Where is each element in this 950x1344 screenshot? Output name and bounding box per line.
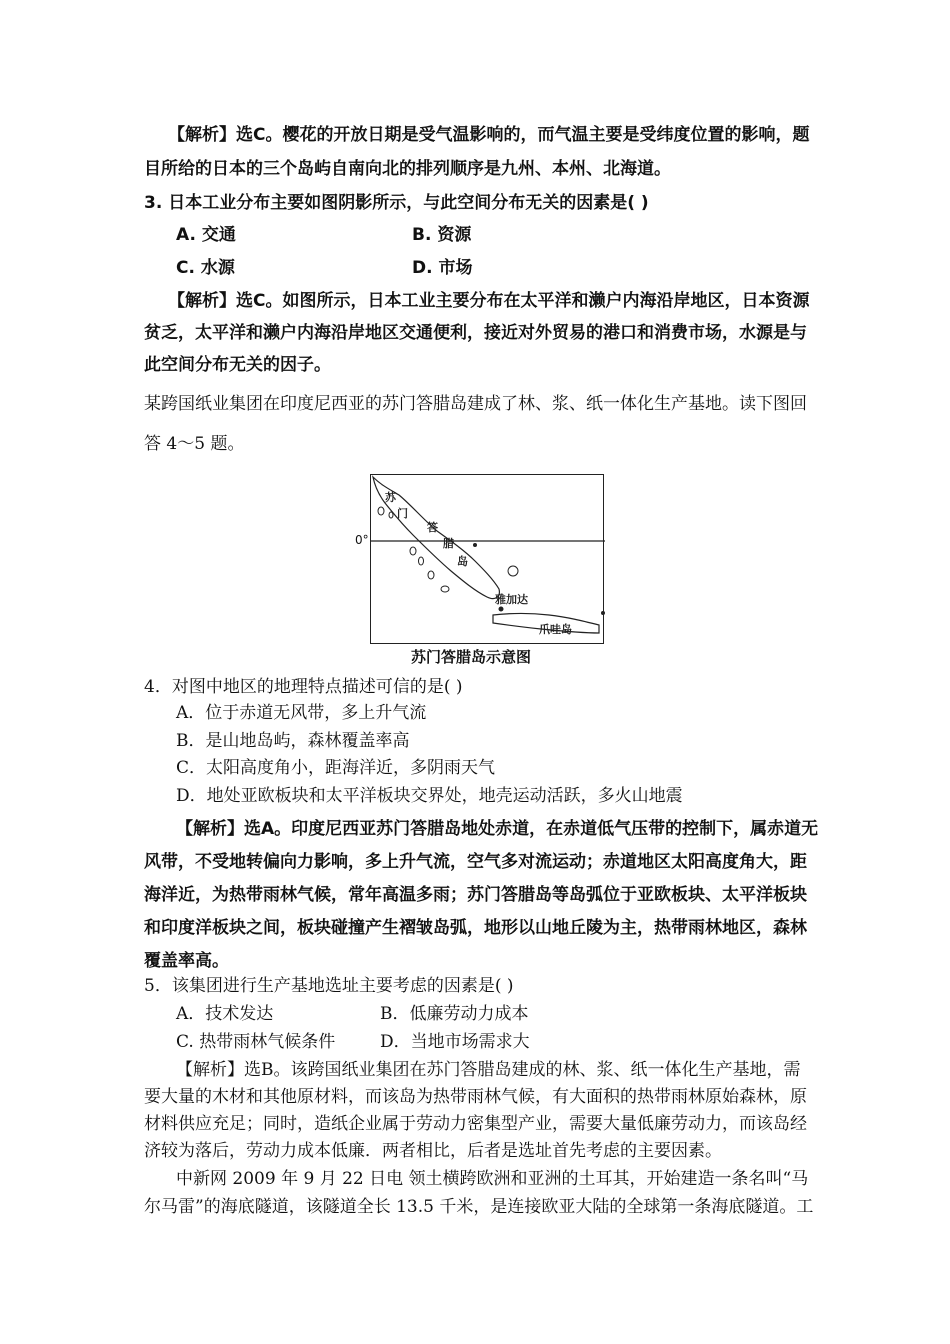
q3-option-b: B. 资源 <box>412 225 472 245</box>
island-3 <box>410 547 416 555</box>
map-caption: 苏门答腊岛示意图 <box>411 648 532 666</box>
q3-option-c: C. 水源 <box>176 258 235 278</box>
intro-line-1: 某跨国纸业集团在印度尼西亚的苏门答腊岛建成了林、浆、纸一体化生产基地。读下图回 <box>144 394 807 414</box>
island-label-2: 门 <box>397 507 408 520</box>
news-line-2: 尔马雷”的海底隧道，该隧道全长 13.5 千米，是连接欧亚大陆的全球第一条海底隧道。工 <box>144 1197 814 1217</box>
site-marker <box>473 543 477 547</box>
analysis-q4-line-5: 覆盖率高。 <box>144 951 229 971</box>
sumatra-map <box>370 474 604 644</box>
island-4 <box>419 557 424 565</box>
island-label-3: 答 <box>427 521 438 534</box>
island-label-4: 腊 <box>443 537 454 550</box>
analysis-q5-line-3: 材料供应充足；同时，造纸企业属于劳动力密集型产业，需要大量低廉劳动力，而该岛经 <box>144 1114 807 1134</box>
analysis-q5-line-4: 济较为落后，劳动力成本低廉．两者相比，后者是选址首先考虑的主要因素。 <box>144 1141 722 1161</box>
java-label: 爪哇岛 <box>539 623 572 636</box>
q4-option-b: B．是山地岛屿，森林覆盖率高 <box>176 731 410 751</box>
analysis-q3-line-1: 【解析】选C。如图所示，日本工业主要分布在太平洋和濑户内海沿岸地区，日本资源 <box>168 291 810 311</box>
sumatra-map-graphic <box>371 475 605 645</box>
q4-option-d: D．地处亚欧板块和太平洋板块交界处，地壳运动活跃，多火山地震 <box>176 786 683 806</box>
analysis-q2-line-2: 目所给的日本的三个岛屿自南向北的排列顺序是九州、本州、北海道。 <box>144 159 671 179</box>
analysis-q4-line-1: 【解析】选A。印度尼西亚苏门答腊岛地处赤道，在赤道低气压带的控制下，属赤道无 <box>176 819 819 839</box>
analysis-q4-line-4: 和印度洋板块之间，板块碰撞产生褶皱岛弧，地形以山地丘陵为主，热带雨林地区，森林 <box>144 918 807 938</box>
q5-option-b: B．低廉劳动力成本 <box>380 1004 529 1024</box>
analysis-q4-line-3: 海洋近，为热带雨林气候，常年高温多雨；苏门答腊岛等岛弧位于亚欧板块、太平洋板块 <box>144 885 807 905</box>
east-marker <box>601 611 605 615</box>
q3-option-d: D. 市场 <box>412 258 473 278</box>
analysis-q3-line-2: 贫乏，太平洋和濑户内海沿岸地区交通便利，接近对外贸易的港口和消费市场，水源是与 <box>144 323 807 343</box>
analysis-q3-line-3: 此空间分布无关的因子。 <box>144 355 331 375</box>
analysis-q4-line-2: 风带，不受地转偏向力影响，多上升气流，空气多对流运动；赤道地区太阳高度角大，距 <box>144 852 807 872</box>
jakarta-marker <box>499 607 504 612</box>
q4-option-c: C．太阳高度角小，距海洋近，多阴雨天气 <box>176 758 496 778</box>
island-6 <box>441 586 449 592</box>
news-line-1: 中新网 2009 年 9 月 22 日电 领土横跨欧洲和亚洲的土耳其，开始建造一条名叫“马 <box>176 1169 809 1189</box>
island-2 <box>389 512 393 518</box>
q5-option-c: C. 热带雨林气候条件 <box>176 1032 336 1052</box>
q5-option-a: A．技术发达 <box>176 1004 274 1024</box>
q5-option-d: D．当地市场需求大 <box>380 1032 530 1052</box>
analysis-q5-line-1: 【解析】选B。该跨国纸业集团在苏门答腊岛建成的林、浆、纸一体化生产基地，需 <box>176 1060 801 1080</box>
equator-label: 0° <box>355 533 369 547</box>
q4-option-a: A．位于赤道无风带，多上升气流 <box>176 703 427 723</box>
island-label-1: 苏 <box>385 491 396 504</box>
q3-option-a: A. 交通 <box>176 225 236 245</box>
island-5 <box>428 571 434 579</box>
island-label-5: 岛 <box>457 555 468 568</box>
bangka-island <box>508 566 518 576</box>
question-5: 5．该集团进行生产基地选址主要考虑的因素是( ) <box>144 976 514 996</box>
analysis-q5-line-2: 要大量的木材和其他原材料，而该岛为热带雨林气候，有大面积的热带雨林原始森林，原 <box>144 1087 807 1107</box>
analysis-q2-line-1: 【解析】选C。樱花的开放日期是受气温影响的，而气温主要是受纬度位置的影响，题 <box>168 125 810 145</box>
jakarta-label: 雅加达 <box>495 593 528 606</box>
intro-line-2: 答 4～5 题。 <box>144 434 245 454</box>
question-4: 4．对图中地区的地理特点描述可信的是( ) <box>144 677 463 697</box>
island-1 <box>378 507 384 515</box>
question-3: 3. 日本工业分布主要如图阴影所示，与此空间分布无关的因素是( ) <box>144 193 649 213</box>
